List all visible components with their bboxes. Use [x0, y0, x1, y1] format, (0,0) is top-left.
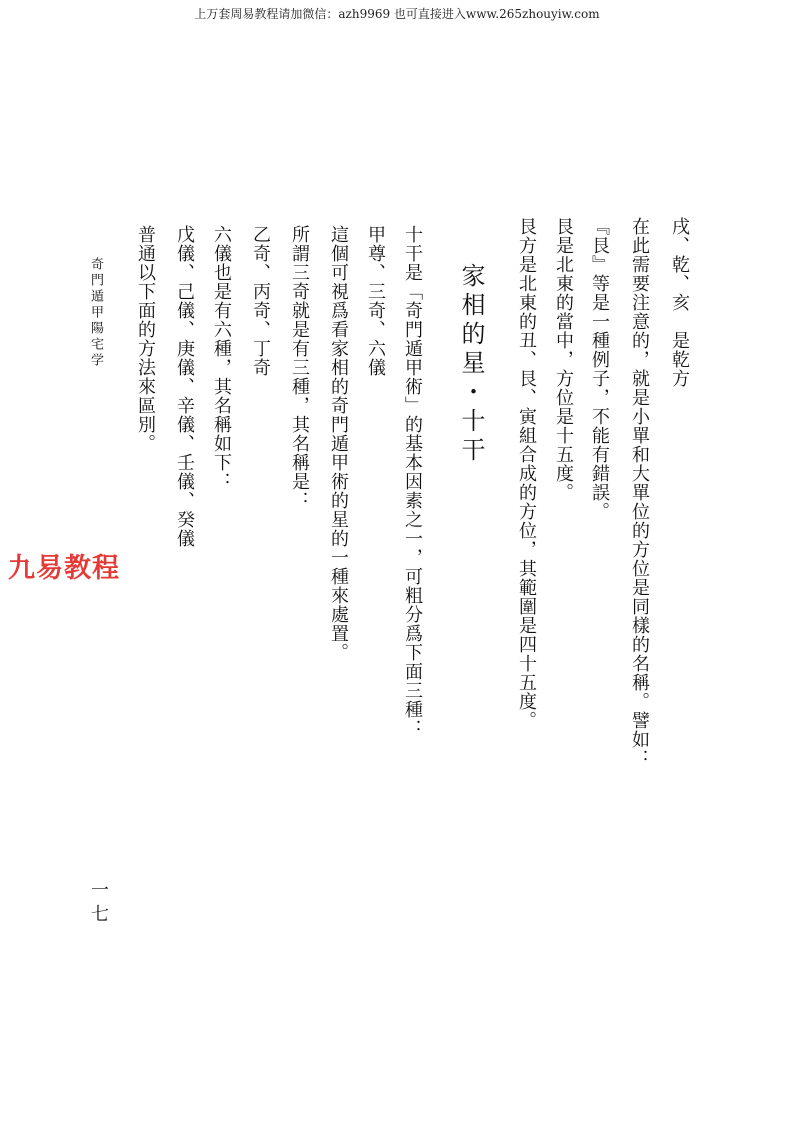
text-column-9: 所謂三奇就是有三種，其名稱是：	[289, 225, 310, 510]
text-column-7: 甲尊、三奇、六儀	[365, 225, 386, 377]
page-header-banner: 上万套周易教程请加微信：azh9969 也可直接进入www.265zhouyiw.com	[194, 7, 600, 21]
watermark-logo: 九易教程	[8, 553, 120, 584]
text-column-2: 在此需要注意的，就是小單和大單位的方位是同樣的名稱。譬如：	[629, 217, 650, 768]
section-heading: 家相的星・十干	[457, 263, 485, 466]
text-column-6: 十干是「奇門遁甲術」的基本因素之一，可粗分爲下面三種：	[402, 225, 423, 738]
text-column-13: 普通以下面的方法來區別。	[135, 225, 156, 453]
text-column-10: 乙奇、丙奇、丁奇	[250, 225, 271, 377]
text-column-8: 這個可視爲看家相的奇門遁甲術的星的一種來處置。	[328, 225, 349, 662]
page-number: 一七	[88, 880, 109, 928]
text-column-4: 艮是北東的當中，方位是十五度。	[553, 217, 574, 502]
text-column-5: 艮方是北東的丑、艮、寅組合成的方位，其範圍是四十五度。	[516, 217, 537, 730]
text-column-3: 『艮』等是一種例子，不能有錯誤。	[589, 217, 610, 521]
running-title: 奇門遁甲陽宅学	[88, 257, 103, 369]
text-column-12: 戊儀、己儀、庚儀、辛儀、壬儀、癸儀	[174, 225, 195, 548]
text-column-11: 六儀也是有六種，其名稱如下：	[211, 225, 232, 491]
text-column-1: 戌、乾、亥 是乾方	[669, 217, 690, 388]
